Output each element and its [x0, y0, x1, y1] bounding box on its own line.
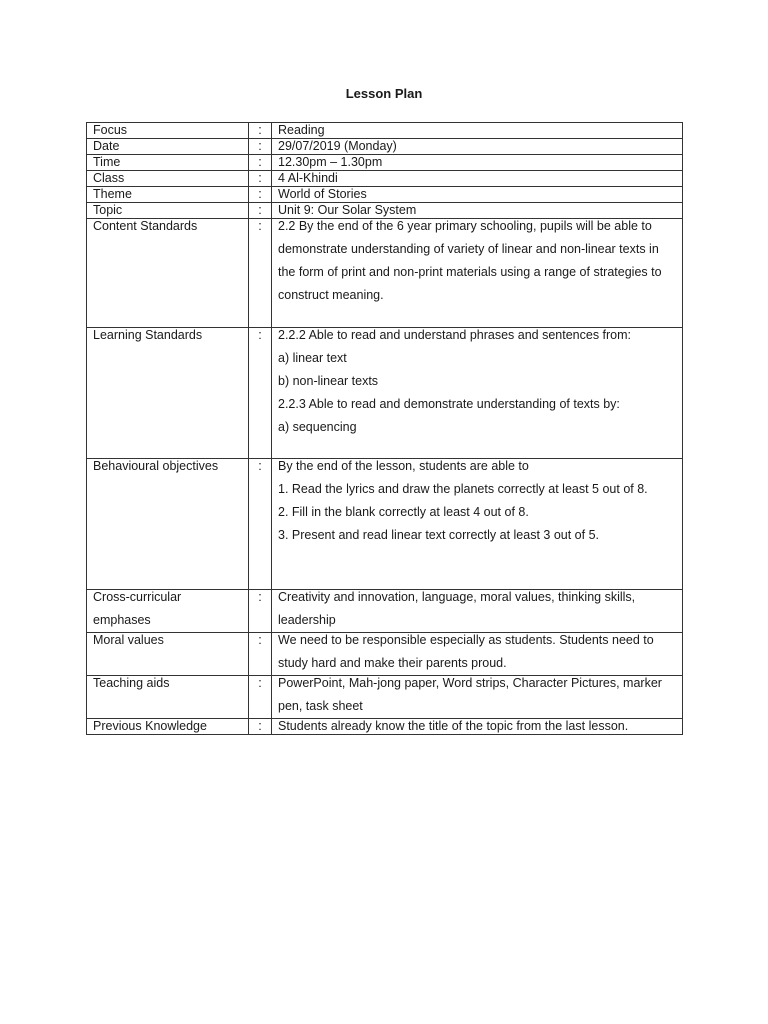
- row-separator: :: [249, 459, 272, 590]
- row-value-line: a) linear text: [278, 351, 347, 365]
- table-row-learning-standards: [87, 328, 683, 459]
- row-value-cell: [272, 590, 683, 633]
- row-separator: :: [249, 719, 272, 735]
- row-label-cell: [87, 590, 249, 633]
- table-row-cross-curricular: [87, 590, 683, 633]
- row-separator: :: [249, 590, 272, 633]
- row-value: 4 Al-Khindi: [272, 171, 683, 187]
- table-row-date: [87, 139, 683, 155]
- table-row-focus: [87, 123, 683, 139]
- table-row-behavioural-objectives: [87, 459, 683, 590]
- lesson-plan-table: [86, 122, 683, 735]
- row-separator: :: [249, 219, 272, 328]
- row-value: 12.30pm – 1.30pm: [272, 155, 683, 171]
- row-value-line: 2.2.3 Able to read and demonstrate understanding of texts by:: [278, 397, 620, 411]
- row-label: Teaching aids: [87, 676, 249, 719]
- table-row-theme: [87, 187, 683, 203]
- row-separator: :: [249, 676, 272, 719]
- row-label: Learning Standards: [87, 328, 249, 459]
- row-value-line: 1. Read the lyrics and draw the planets correctly at least 5 out of 8.: [278, 482, 648, 496]
- table-row-class: [87, 171, 683, 187]
- row-label: Behavioural objectives: [87, 459, 249, 590]
- row-value: We need to be responsible especially as students. Students need to study hard and make their parents proud.: [278, 633, 654, 670]
- row-value-cell: [272, 459, 683, 590]
- row-value: Unit 9: Our Solar System: [272, 203, 683, 219]
- row-value-line: By the end of the lesson, students are able to: [278, 459, 529, 473]
- table-row-teaching-aids: [87, 676, 683, 719]
- row-value-line: 2. Fill in the blank correctly at least 4 out of 8.: [278, 505, 529, 519]
- row-value-cell: [272, 676, 683, 719]
- row-value-cell: [272, 219, 683, 328]
- table-row-previous-knowledge: [87, 719, 683, 735]
- row-separator: :: [249, 633, 272, 676]
- row-separator: :: [249, 155, 272, 171]
- row-label: Date: [87, 139, 249, 155]
- row-value: 29/07/2019 (Monday): [272, 139, 683, 155]
- row-value: PowerPoint, Mah-jong paper, Word strips, Character Pictures, marker pen, task sheet: [278, 676, 662, 713]
- row-value-line: 2.2.2 Able to read and understand phrases and sentences from:: [278, 328, 632, 342]
- row-label: Class: [87, 171, 249, 187]
- row-label: Content Standards: [87, 219, 249, 328]
- row-label: Focus: [87, 123, 249, 139]
- row-value: Students already know the title of the topic from the last lesson.: [272, 719, 683, 735]
- row-label: Time: [87, 155, 249, 171]
- row-separator: :: [249, 203, 272, 219]
- row-value: Reading: [272, 123, 683, 139]
- row-separator: :: [249, 139, 272, 155]
- row-value: Creativity and innovation, language, moral values, thinking skills, leadership: [278, 590, 636, 627]
- table-row-time: [87, 155, 683, 171]
- row-label: Theme: [87, 187, 249, 203]
- row-value-line: 3. Present and read linear text correctly at least 3 out of 5.: [278, 528, 600, 542]
- row-value: World of Stories: [272, 187, 683, 203]
- row-separator: :: [249, 123, 272, 139]
- row-label: Topic: [87, 203, 249, 219]
- row-value: 2.2 By the end of the 6 year primary schooling, pupils will be able to demonstrate understanding of variety of linear and non-linear texts in the form of print and non-print materials using a range of strategies to construct meaning.: [278, 219, 662, 302]
- row-value-cell: [272, 633, 683, 676]
- row-value-line: a) sequencing: [278, 420, 357, 434]
- row-label: Cross-curricular emphases: [93, 590, 182, 627]
- row-label: Previous Knowledge: [87, 719, 249, 735]
- row-value-cell: [272, 328, 683, 459]
- document-title: Lesson Plan: [345, 86, 423, 101]
- row-value-line: b) non-linear texts: [278, 374, 379, 388]
- row-separator: :: [249, 328, 272, 459]
- row-separator: :: [249, 171, 272, 187]
- row-label: Moral values: [87, 633, 249, 676]
- row-separator: :: [249, 187, 272, 203]
- table-row-moral-values: [87, 633, 683, 676]
- table-row-content-standards: [87, 219, 683, 328]
